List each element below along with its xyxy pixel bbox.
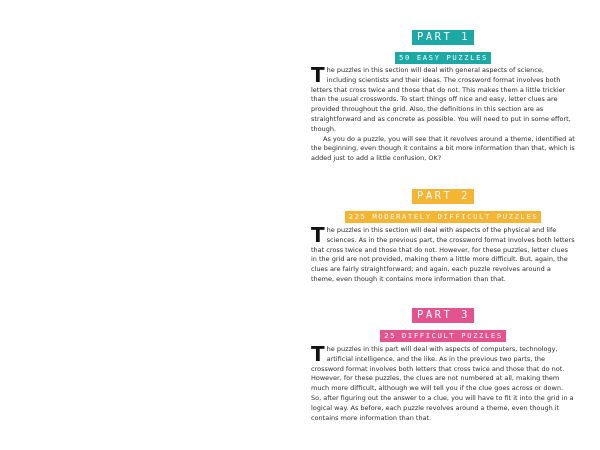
part-2-paragraph-1 — [311, 223, 575, 285]
part-3-header — [311, 303, 575, 342]
part-1-dropcap: T — [311, 63, 325, 87]
part-2-subtitle: 225 MODERATELY DIFFICULT PUZZLES — [345, 211, 542, 223]
part-2-dropcap: T — [311, 223, 325, 247]
part-1-label: PART 1 — [412, 30, 474, 45]
part-2-header — [311, 184, 575, 223]
part-3-label: PART 3 — [412, 308, 474, 323]
part-1-subtitle: 50 EASY PUZZLES — [395, 52, 491, 64]
part-2-paragraph-1-text: he puzzles in this section will deal with aspects of the physical and life sciences. As in the previous part, the crossword format involves both letters that cross twice and those that do not. However, for these puzzles, letter clues in the grid are not provided, making them a little more difficult. But, again, the clues are fairly straightforward; and again, each puzzle revolves around a theme, even though it contains more information than that. — [311, 226, 575, 283]
part-2-description — [311, 223, 575, 285]
part-1-header — [311, 25, 575, 64]
part-1-paragraph-2: As you do a puzzle, you will see that it revolves around a theme, identified at the beginning, even though it contains a bit more information than that, which is added just to add a little confusion, OK? — [311, 134, 575, 163]
part-1-paragraph-1 — [311, 63, 575, 135]
part-3-dropcap: T — [311, 342, 325, 366]
part-3-paragraph-1-text: he puzzles in this part will deal with aspects of computers, technology, artificial intelligence, and the like. As in the previous two parts, the crossword format involves both letters that cross twice and those that do not. However, for these puzzles, the clues are not numbered at all, making them much more difficult, although we will tell you if the clue goes across or down. So, after figuring out the answer to a clue, you will have to fit it into the grid in a logical way. As before, each puzzle revolves around a theme, even though it contains more information than that. — [311, 345, 574, 422]
part-3-paragraph-1 — [311, 342, 575, 423]
part-1-paragraph-1-text: he puzzles in this section will deal with general aspects of science, including scientists and their ideas. The crossword format involves both letters that cross twice and those that do not. This makes them a little trickier than the usual crosswords. To start things off nice and easy, letter clues are provided throughout the grid. Also, the definitions in this section are as straightforward and as concrete as possible. You will need to put in some effort, though. — [311, 66, 571, 133]
part-3-description — [311, 342, 575, 423]
part-3-subtitle: 25 DIFFICULT PUZZLES — [380, 330, 506, 342]
part-2-label: PART 2 — [412, 189, 474, 204]
part-1-description — [311, 63, 575, 164]
